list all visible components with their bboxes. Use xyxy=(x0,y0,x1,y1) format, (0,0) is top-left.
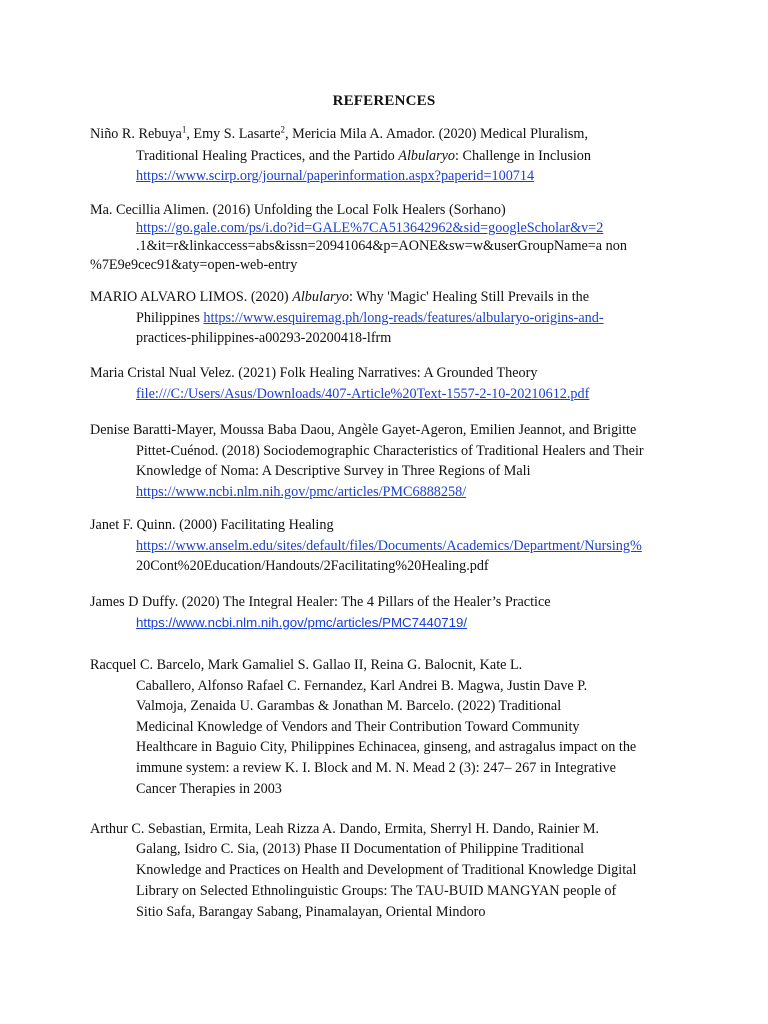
reference-1-superscript-1: 1 xyxy=(181,124,187,135)
reference-4-link[interactable]: file:///C:/Users/Asus/Downloads/407-Article%20Text-1557-2-10-20210612.pdf xyxy=(136,386,590,402)
reference-8-line-6: immune system: a review K. I. Block and M. N. Mead 2 (3): 247– 267 in Integrative xyxy=(136,760,616,776)
reference-2-line-1: Ma. Cecillia Alimen. (2016) Unfolding the Local Folk Healers (Sorhano) xyxy=(90,202,506,218)
reference-1-line-3 xyxy=(136,167,534,185)
reference-3-line-3: practices-philippines-a00293-20200418-lfrm xyxy=(136,330,392,346)
reference-8-line-7: Cancer Therapies in 2003 xyxy=(136,781,282,797)
reference-2-line-4: %7E9e9cec91&aty=open-web-entry xyxy=(90,257,298,273)
reference-1-title-italic: Albularyo xyxy=(398,148,456,164)
reference-1-title-end: : Challenge in Inclusion xyxy=(455,148,591,164)
reference-6-line-3: 20Cont%20Education/Handouts/2Facilitating%20Healing.pdf xyxy=(136,558,489,574)
reference-9-line-1: Arthur C. Sebastian, Ermita, Leah Rizza A. Dando, Ermita, Sherryl H. Dando, Rainier M. xyxy=(90,821,600,837)
reference-7-line-1: James D Duffy. (2020) The Integral Healer: The 4 Pillars of the Healer’s Practice xyxy=(90,594,551,610)
reference-6-line-1: Janet F. Quinn. (2000) Facilitating Healing xyxy=(90,517,334,533)
reference-2-line-3: .1&it=r&linkaccess=abs&issn=20941064&p=AONE&sw=w&userGroupName=a non xyxy=(136,238,627,254)
reference-4-line-1: Maria Cristal Nual Velez. (2021) Folk Healing Narratives: A Grounded Theory xyxy=(90,365,538,381)
reference-1-line-2 xyxy=(136,147,591,165)
reference-8-line-3: Valmoja, Zenaida U. Garambas & Jonathan M. Barcelo. (2022) Traditional xyxy=(136,698,562,714)
reference-8-line-4: Medicinal Knowledge of Vendors and Their Contribution Toward Community xyxy=(136,719,580,735)
reference-8-line-5: Healthcare in Baguio City, Philippines Echinacea, ginseng, and astragalus impact on the xyxy=(136,739,637,755)
reference-8-line-2: Caballero, Alfonso Rafael C. Fernandez, Karl Andrei B. Magwa, Justin Dave P. xyxy=(136,678,588,694)
reference-5-link[interactable]: https://www.ncbi.nlm.nih.gov/pmc/articles/PMC6888258/ xyxy=(136,484,467,500)
reference-5-line-3: Knowledge of Noma: A Descriptive Survey in Three Regions of Mali xyxy=(136,463,531,479)
page-title: REFERENCES xyxy=(332,93,436,109)
reference-3-line-1 xyxy=(90,288,589,306)
reference-2-link[interactable]: https://go.gale.com/ps/i.do?id=GALE%7CA513642962&sid=googleScholar&v=2 xyxy=(136,220,604,236)
reference-1-author-1: Niño R. Rebuya xyxy=(90,126,182,142)
reference-3-author: MARIO ALVARO LIMOS. (2020) xyxy=(90,289,293,305)
reference-6-line-2 xyxy=(136,537,642,555)
reference-9-line-2: Galang, Isidro C. Sia, (2013) Phase II Documentation of Philippine Traditional xyxy=(136,841,585,857)
reference-5-line-4 xyxy=(136,483,466,501)
reference-3-title-end: Philippines xyxy=(136,310,204,326)
reference-1-superscript-2: 2 xyxy=(280,124,285,135)
reference-2-line-2 xyxy=(136,219,603,237)
reference-1-title-part: Traditional Healing Practices, and the Partido xyxy=(136,148,399,164)
reference-8-line-1: Racquel C. Barcelo, Mark Gamaliel S. Gallao II, Reina G. Balocnit, Kate L. xyxy=(90,657,523,673)
reference-3-link[interactable]: https://www.esquiremag.ph/long-reads/features/albularyo-origins-and- xyxy=(203,310,604,326)
reference-9-line-5: Sitio Safa, Barangay Sabang, Pinamalayan, Oriental Mindoro xyxy=(136,904,486,920)
reference-1-author-3: , Mericia Mila A. Amador. (2020) Medical Pluralism, xyxy=(285,126,589,142)
reference-3-title: : Why 'Magic' Healing Still Prevails in the xyxy=(348,289,590,305)
reference-3-title-italic: Albularyo xyxy=(292,289,349,305)
reference-1-line-1 xyxy=(90,125,588,143)
reference-9-line-3: Knowledge and Practices on Health and Development of Traditional Knowledge Digital xyxy=(136,862,637,878)
reference-5-line-1: Denise Baratti-Mayer, Moussa Baba Daou, Angèle Gayet-Ageron, Emilien Jeannot, and Brigitte xyxy=(90,422,637,438)
reference-7-link[interactable]: https://www.ncbi.nlm.nih.gov/pmc/articles/PMC7440719/ xyxy=(136,615,468,630)
reference-5-line-2: Pittet-Cuénod. (2018) Sociodemographic Characteristics of Traditional Healers and Their xyxy=(136,443,644,459)
reference-6-link[interactable]: https://www.anselm.edu/sites/default/files/Documents/Academics/Department/Nursing% xyxy=(136,538,642,554)
reference-4-line-2 xyxy=(136,385,589,403)
reference-3-line-2 xyxy=(136,309,604,327)
reference-1-link[interactable]: https://www.scirp.org/journal/paperinformation.aspx?paperid=100714 xyxy=(136,168,535,184)
reference-1-author-2: , Emy S. Lasarte xyxy=(186,126,281,142)
reference-9-line-4: Library on Selected Ethnolinguistic Groups: The TAU-BUID MANGYAN people of xyxy=(136,883,617,899)
reference-7-line-2 xyxy=(136,614,467,632)
